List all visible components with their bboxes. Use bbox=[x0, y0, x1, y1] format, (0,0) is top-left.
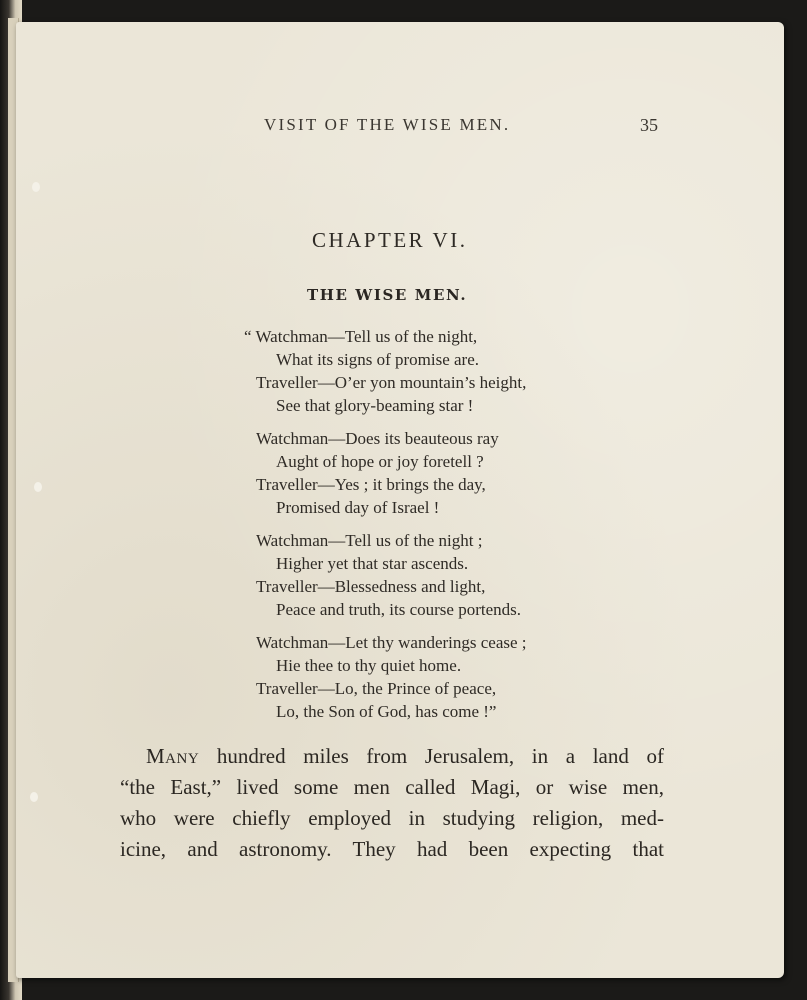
poem-stanza bbox=[256, 529, 616, 621]
poem-line: Watchman—Let thy wanderings cease ; bbox=[256, 633, 527, 652]
poem-line: Peace and truth, its course portends. bbox=[276, 600, 522, 619]
poem-line: See that glory-beaming star ! bbox=[276, 396, 474, 415]
page-number: 35 bbox=[640, 115, 658, 135]
poem-line: Traveller—Yes ; it brings the day, bbox=[256, 475, 486, 494]
paragraph-line: icine, and astronomy. They had been expecting that bbox=[120, 837, 664, 861]
paper-blemish bbox=[32, 182, 40, 192]
paragraph-line bbox=[120, 741, 664, 772]
paragraph-line: who were chiefly employed in studying religion, med- bbox=[120, 806, 664, 830]
poem-line: Traveller—O’er yon mountain’s height, bbox=[256, 373, 527, 392]
poem-stanza bbox=[244, 325, 616, 417]
poem-line: Hie thee to thy quiet home. bbox=[276, 656, 462, 675]
poem-stanza bbox=[256, 427, 616, 519]
poem bbox=[244, 325, 616, 733]
poem-line: Aught of hope or joy foretell ? bbox=[276, 452, 484, 471]
lead-word: Many bbox=[146, 744, 200, 768]
poem-line: Traveller—Blessedness and light, bbox=[256, 577, 486, 596]
poem-line: Traveller—Lo, the Prince of peace, bbox=[256, 679, 497, 698]
running-head: VISIT OF THE WISE MEN. bbox=[264, 115, 511, 134]
body-paragraph bbox=[120, 741, 664, 865]
paragraph-line: “the East,” lived some men called Magi, or wise men, bbox=[120, 775, 664, 799]
chapter-heading: CHAPTER VI. bbox=[312, 228, 468, 252]
poem-line: Lo, the Son of God, has come !” bbox=[276, 702, 497, 721]
poem-line: What its signs of promise are. bbox=[276, 350, 480, 369]
poem-line: Watchman—Tell us of the night ; bbox=[256, 531, 483, 550]
chapter-title: THE WISE MEN. bbox=[307, 286, 468, 304]
poem-line: “ Watchman—Tell us of the night, bbox=[244, 327, 478, 346]
line-text: hundred miles from Jerusalem, in a land of bbox=[199, 744, 664, 768]
poem-line: Promised day of Israel ! bbox=[276, 498, 440, 517]
poem-line: Watchman—Does its beauteous ray bbox=[256, 429, 499, 448]
poem-line: Higher yet that star ascends. bbox=[276, 554, 469, 573]
paper-blemish bbox=[30, 792, 38, 802]
paper-blemish bbox=[34, 482, 42, 492]
poem-stanza bbox=[256, 631, 616, 723]
